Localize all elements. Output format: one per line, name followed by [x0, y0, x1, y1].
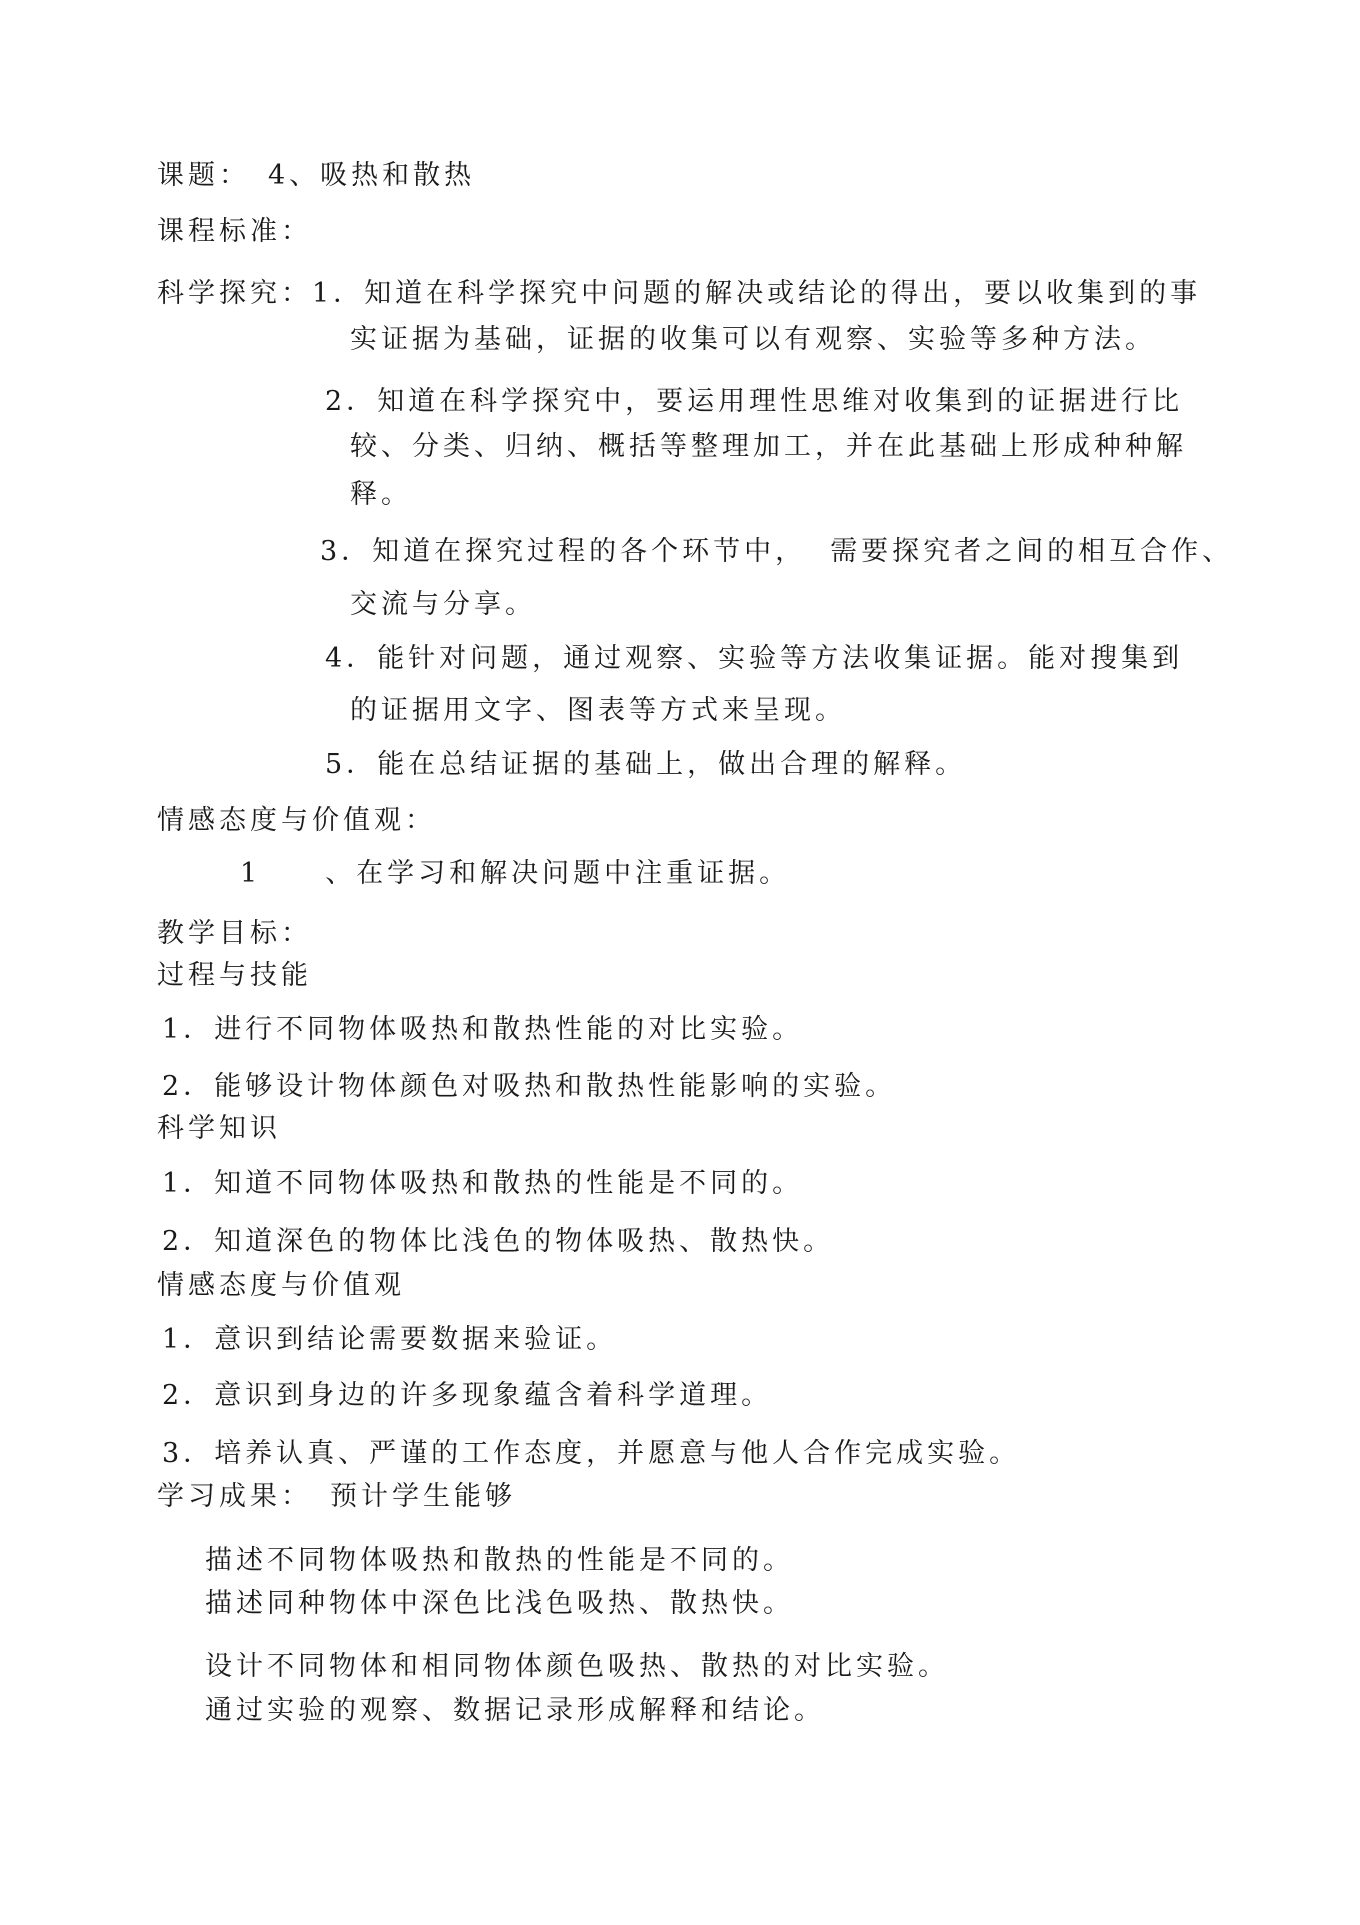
inquiry-item-1: [157, 280, 1201, 307]
curriculum-standards-heading: 课程标准：: [157, 216, 312, 247]
inquiry-item-5: [325, 751, 966, 778]
outcome-item-1: 描述不同物体吸热和散热的性能是不同的。: [205, 1545, 794, 1576]
attitude-values-item-2-text: 意识到身边的许多现象蕴含着科学道理。: [214, 1380, 773, 1411]
science-knowledge-item-1-text: 知道不同物体吸热和散热的性能是不同的。: [214, 1168, 804, 1199]
inquiry-item-4: [325, 645, 1183, 672]
outcome-item-4: 通过实验的观察、数据记录形成解释和结论。: [205, 1695, 825, 1726]
science-knowledge-item-2: [162, 1228, 834, 1255]
outcome-item-3: 设计不同物体和相同物体颜色吸热、散热的对比实验。: [205, 1651, 949, 1682]
inquiry-item-2-line-2: 较、分类、归纳、概括等整理加工，并在此基础上形成种种解: [350, 431, 1187, 462]
attitude-item-1-num: 1: [240, 858, 262, 889]
inquiry-item-1-line-1: 知道在科学探究中问题的解决或结论的得出，要以收集到的事: [364, 278, 1202, 309]
lesson-title: [157, 162, 475, 189]
science-knowledge-heading: 科学知识: [157, 1113, 281, 1144]
process-skills-item-1: [162, 1016, 803, 1043]
inquiry-item-4-num: 4．: [325, 643, 378, 674]
process-skills-item-2-text: 能够设计物体颜色对吸热和散热性能影响的实验。: [214, 1071, 897, 1102]
inquiry-item-3-num: 3．: [320, 536, 373, 567]
process-skills-item-2-num: 2．: [162, 1071, 215, 1102]
attitude-item-1-text: 、在学习和解决问题中注重证据。: [325, 858, 791, 889]
outcomes-line: [157, 1483, 516, 1510]
inquiry-item-5-line-1: 能在总结证据的基础上，做出合理的解释。: [377, 749, 967, 780]
outcomes-intro: 预计学生能够: [330, 1481, 516, 1512]
lesson-title-text: 4、吸热和散热: [268, 160, 476, 191]
outcomes-label: 学习成果：: [157, 1481, 312, 1512]
outcome-item-2: 描述同种物体中深色比浅色吸热、散热快。: [205, 1588, 794, 1619]
attitude-values-item-1-num: 1．: [162, 1324, 215, 1355]
science-knowledge-item-2-num: 2．: [162, 1226, 215, 1257]
process-skills-heading: 过程与技能: [157, 960, 312, 991]
science-knowledge-item-1: [162, 1170, 803, 1197]
process-skills-item-1-num: 1．: [162, 1014, 215, 1045]
inquiry-item-2-line-3: 释。: [350, 479, 412, 510]
process-skills-item-1-text: 进行不同物体吸热和散热性能的对比实验。: [214, 1014, 804, 1045]
attitude-values-item-3: [162, 1440, 1020, 1467]
objectives-heading: 教学目标：: [157, 918, 312, 949]
inquiry-item-5-num: 5．: [325, 749, 378, 780]
attitude-values-heading: 情感态度与价值观: [157, 1270, 405, 1301]
attitude-values-item-1: [162, 1326, 617, 1353]
science-knowledge-item-2-text: 知道深色的物体比浅色的物体吸热、散热快。: [214, 1226, 835, 1257]
inquiry-item-3-line-1b: 需要探究者之间的相互合作、: [830, 536, 1234, 567]
inquiry-item-2-num: 2．: [325, 386, 378, 417]
attitude-values-item-3-text: 培养认真、严谨的工作态度，并愿意与他人合作完成实验。: [214, 1438, 1021, 1469]
inquiry-item-3-line-2: 交流与分享。: [350, 589, 536, 620]
inquiry-item-2: [325, 388, 1183, 415]
attitude-values-item-2: [162, 1382, 772, 1409]
inquiry-item-2-line-1: 知道在科学探究中，要运用理性思维对收集到的证据进行比: [377, 386, 1184, 417]
attitude-heading: 情感态度与价值观：: [157, 805, 436, 836]
inquiry-item-4-line-2: 的证据用文字、图表等方式来呈现。: [350, 695, 846, 726]
attitude-values-item-2-num: 2．: [162, 1380, 215, 1411]
science-inquiry-label: 科学探究：: [157, 278, 312, 309]
inquiry-item-3: [320, 538, 1233, 565]
science-knowledge-item-1-num: 1．: [162, 1168, 215, 1199]
inquiry-item-3-line-1a: 知道在探究过程的各个环节中，: [372, 536, 807, 567]
attitude-values-item-3-num: 3．: [162, 1438, 215, 1469]
lesson-title-label: 课题：: [157, 160, 250, 191]
inquiry-item-1-line-2: 实证据为基础，证据的收集可以有观察、实验等多种方法。: [350, 324, 1156, 355]
inquiry-item-4-line-1: 能针对问题，通过观察、实验等方法收集证据。能对搜集到: [377, 643, 1184, 674]
inquiry-item-1-num: 1．: [312, 278, 365, 309]
attitude-values-item-1-text: 意识到结论需要数据来验证。: [214, 1324, 618, 1355]
process-skills-item-2: [162, 1073, 896, 1100]
attitude-item-1: [240, 860, 790, 887]
